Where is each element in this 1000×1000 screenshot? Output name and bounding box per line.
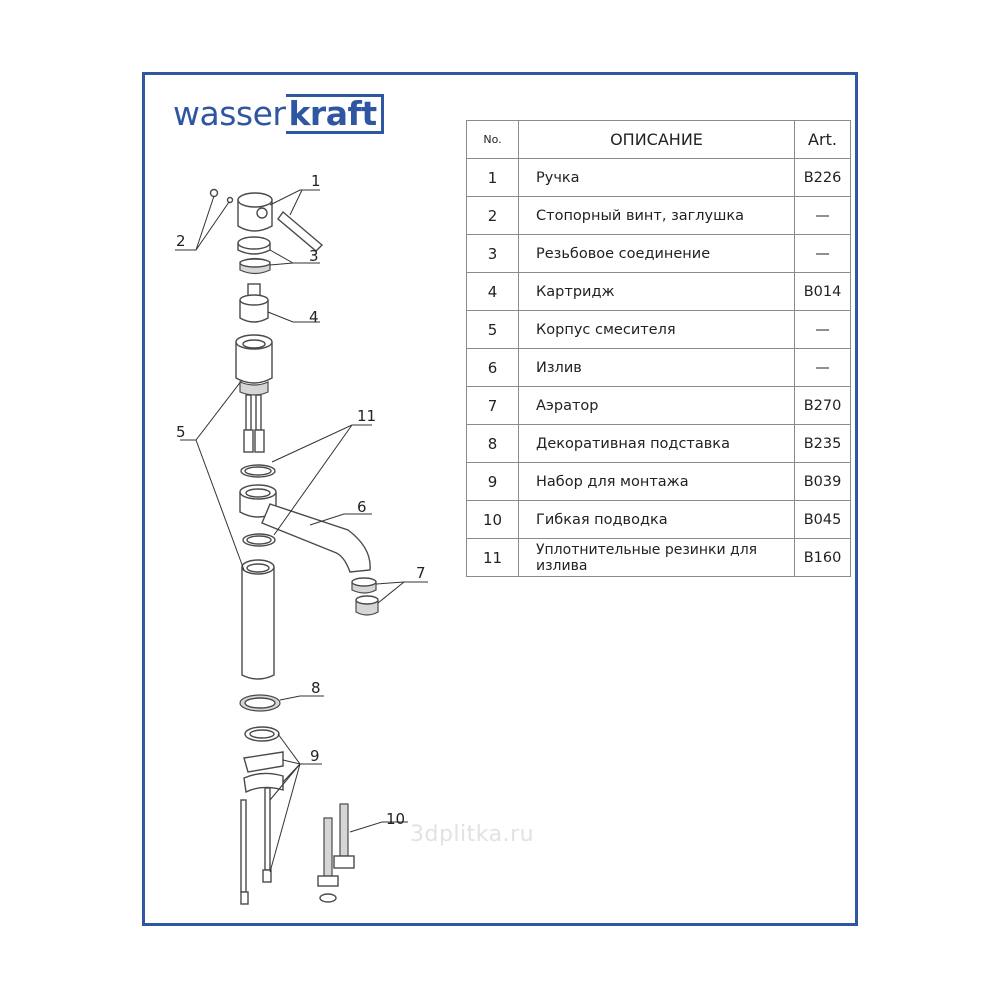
part-cartridge	[240, 284, 268, 322]
cell-description: Стопорный винт, заглушка	[519, 197, 795, 235]
table-row	[467, 501, 851, 539]
cell-art: B014	[795, 273, 851, 311]
logo-text-kraft: kraft	[286, 94, 383, 134]
cell-art: B235	[795, 425, 851, 463]
cell-no: 9	[467, 463, 519, 501]
callout-1: 1	[311, 172, 321, 190]
cell-description: Корпус смесителя	[519, 311, 795, 349]
callout-4: 4	[309, 308, 319, 326]
cell-art: B160	[795, 539, 851, 577]
table-row	[467, 235, 851, 273]
part-flexible-hoses	[318, 804, 354, 902]
part-aerators	[352, 578, 378, 615]
callout-8: 8	[311, 679, 321, 697]
callout-11: 11	[357, 407, 377, 425]
cell-art: —	[795, 349, 851, 387]
part-mounting-kit	[241, 727, 283, 904]
table-row	[467, 311, 851, 349]
cell-description: Набор для монтажа	[519, 463, 795, 501]
cell-description: Резьбовое соединение	[519, 235, 795, 273]
cell-no: 1	[467, 159, 519, 197]
header-no: No.	[467, 121, 519, 159]
part-thread-connection	[238, 237, 270, 274]
cell-no: 3	[467, 235, 519, 273]
cell-description: Аэратор	[519, 387, 795, 425]
parts-table	[466, 120, 851, 577]
cell-art: —	[795, 197, 851, 235]
header-description: ОПИСАНИЕ	[519, 121, 795, 159]
header-art: Art.	[795, 121, 851, 159]
cell-no: 7	[467, 387, 519, 425]
table-header-row	[467, 121, 851, 159]
cell-description: Ручка	[519, 159, 795, 197]
table-row	[467, 273, 851, 311]
cell-description: Уплотнительные резинки для излива	[519, 539, 795, 577]
table-row	[467, 387, 851, 425]
table-row	[467, 349, 851, 387]
part-spout	[240, 485, 370, 572]
cell-no: 11	[467, 539, 519, 577]
cell-no: 6	[467, 349, 519, 387]
cell-art: B270	[795, 387, 851, 425]
cell-no: 4	[467, 273, 519, 311]
callout-3: 3	[309, 247, 319, 265]
logo-text-wasser: wasser	[173, 94, 286, 133]
table-row	[467, 197, 851, 235]
table-row	[467, 539, 851, 577]
table-row	[467, 159, 851, 197]
cell-art: B045	[795, 501, 851, 539]
watermark-text: 3dplitka.ru	[410, 822, 535, 847]
callout-7: 7	[416, 564, 426, 582]
cell-art: B039	[795, 463, 851, 501]
cell-art: —	[795, 311, 851, 349]
cell-art: B226	[795, 159, 851, 197]
cell-no: 8	[467, 425, 519, 463]
table-row	[467, 425, 851, 463]
cell-no: 2	[467, 197, 519, 235]
cell-description: Излив	[519, 349, 795, 387]
callout-5: 5	[176, 423, 186, 441]
callout-2: 2	[176, 232, 186, 250]
callout-6: 6	[357, 498, 367, 516]
cell-no: 10	[467, 501, 519, 539]
cell-description: Картридж	[519, 273, 795, 311]
callout-numbers	[176, 172, 426, 828]
callout-9: 9	[310, 747, 320, 765]
callout-10: 10	[386, 810, 406, 828]
cell-no: 5	[467, 311, 519, 349]
cell-description: Декоративная подставка	[519, 425, 795, 463]
cell-description: Гибкая подводка	[519, 501, 795, 539]
cell-art: —	[795, 235, 851, 273]
table-row	[467, 463, 851, 501]
part-decorative-base	[240, 695, 280, 711]
